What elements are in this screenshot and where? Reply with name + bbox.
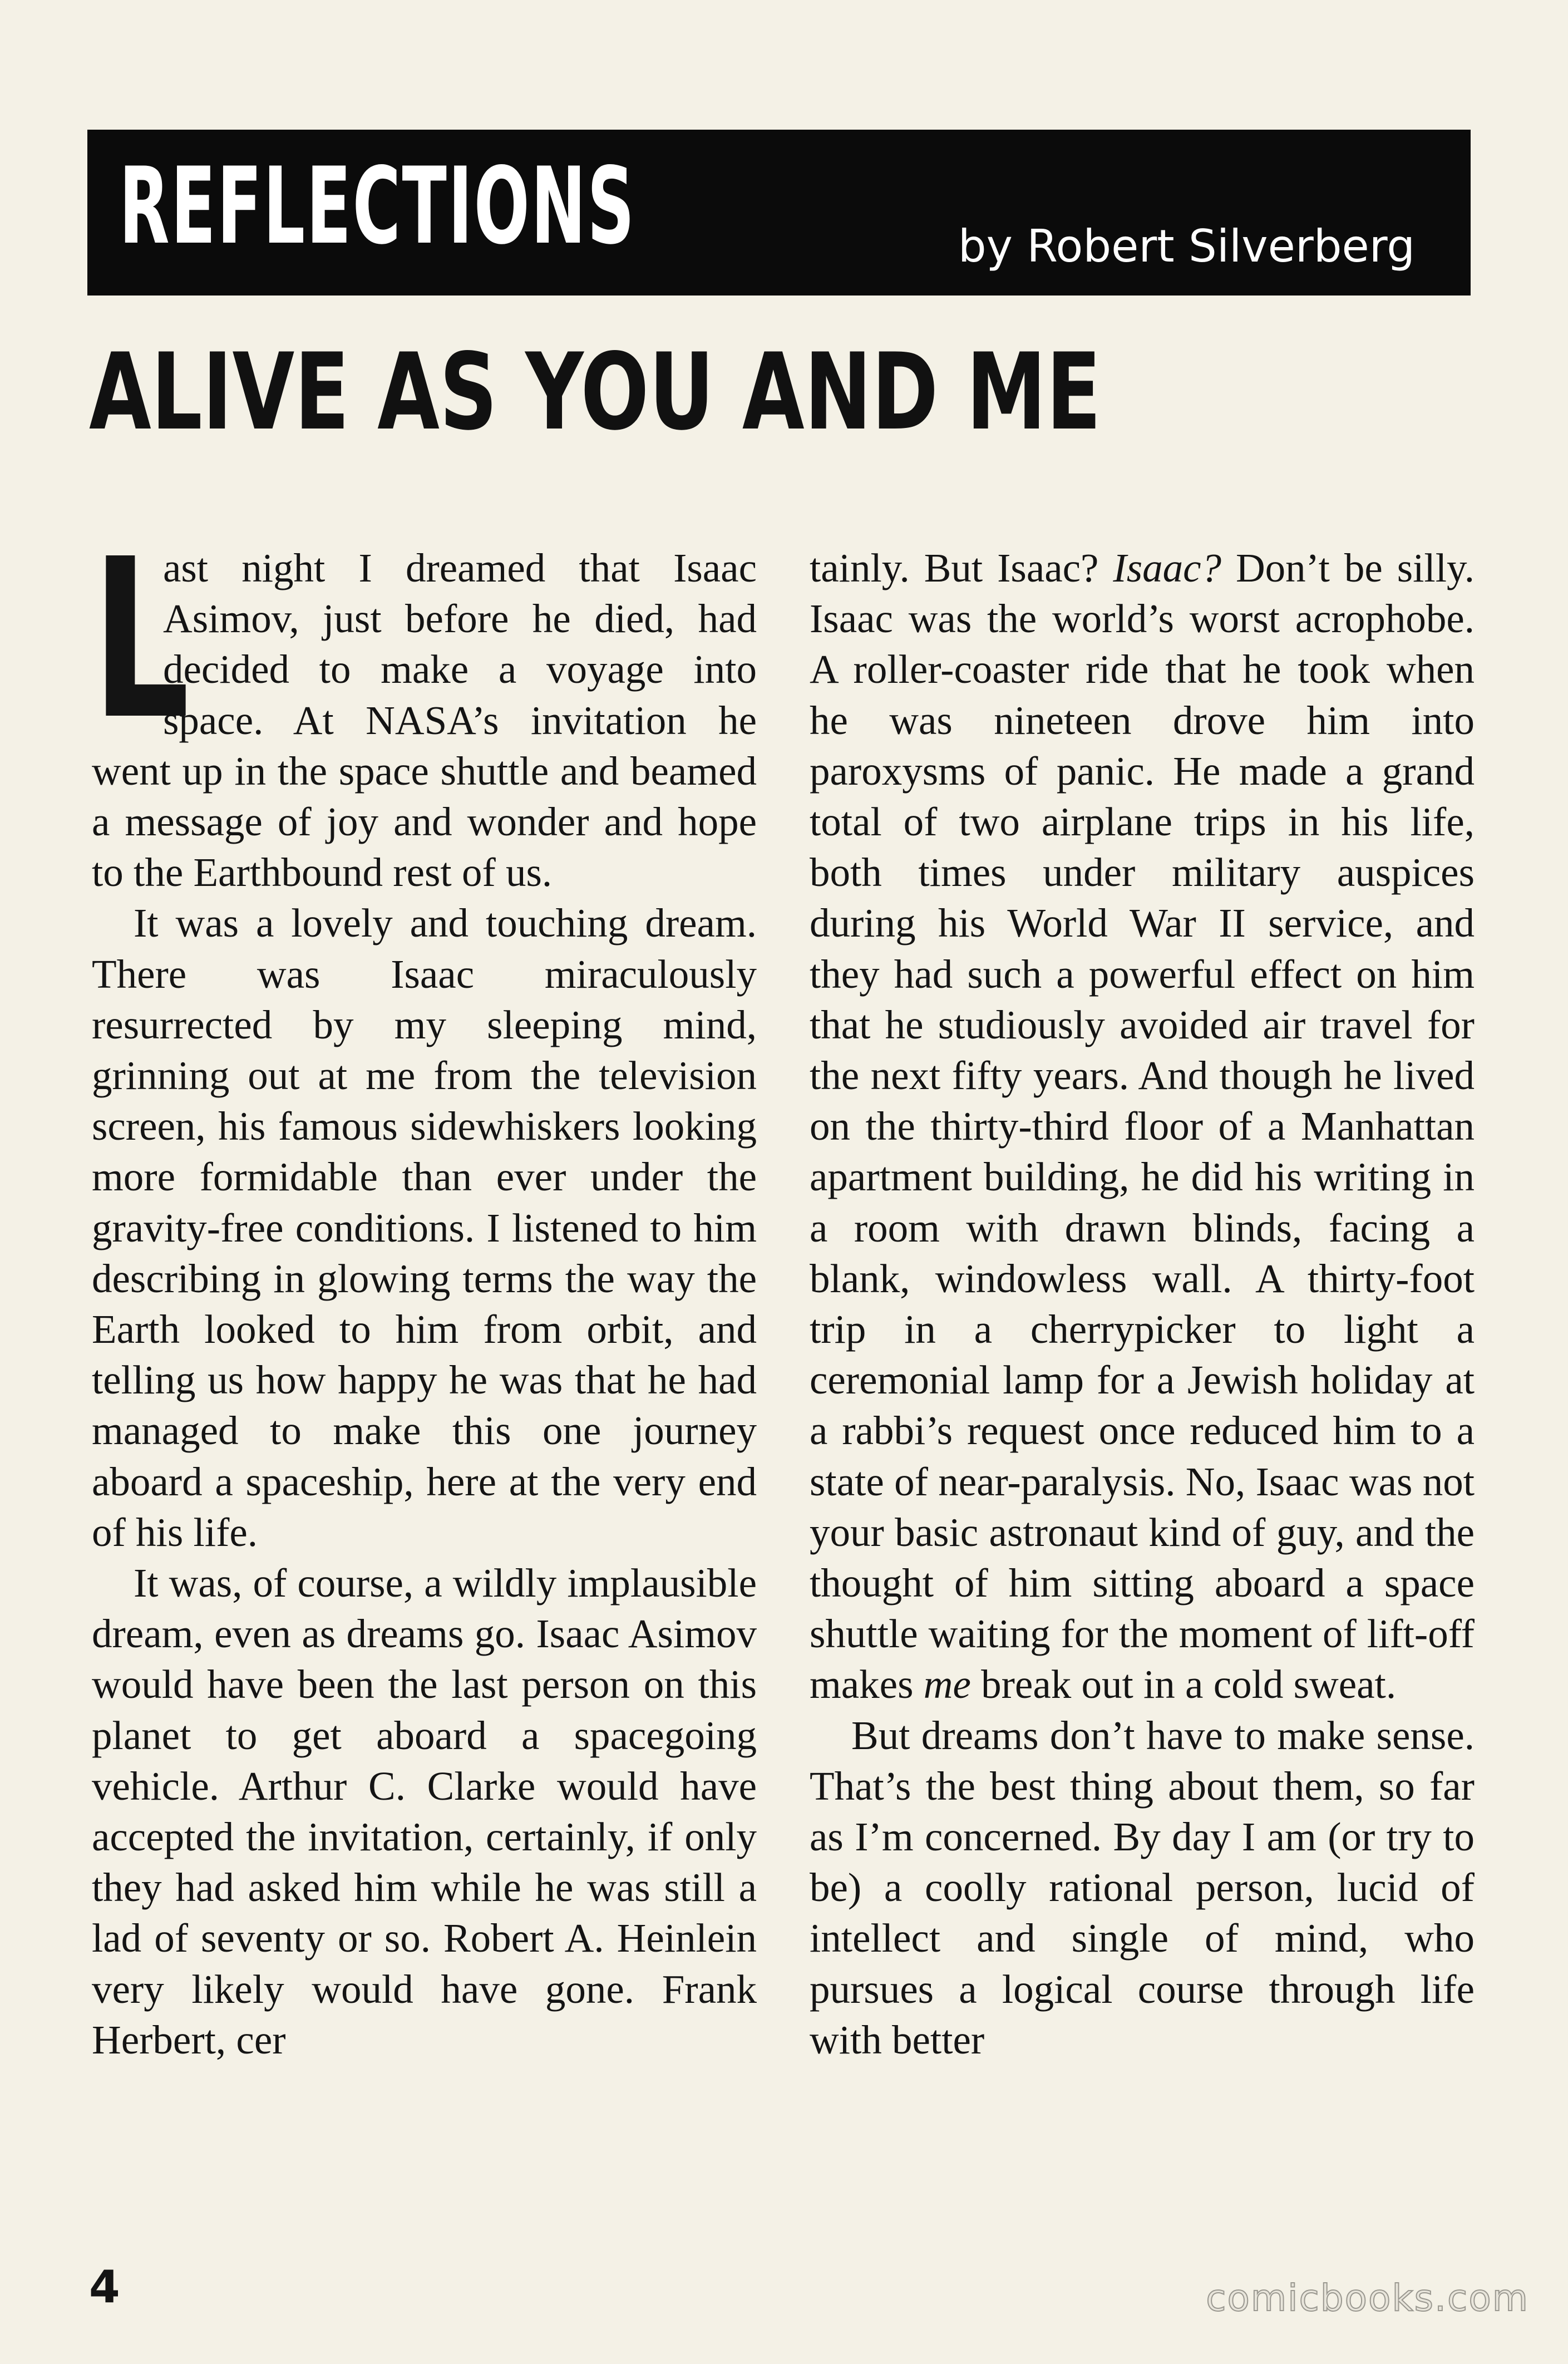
left-text-column (92, 512, 757, 2065)
emphasis-isaac: Isaac? (1113, 545, 1222, 590)
right-text-column (810, 543, 1475, 2065)
article-title: ALIVE AS YOU AND ME (89, 331, 1101, 454)
column-header-bar (87, 130, 1471, 296)
paragraph-4: But dreams don’t have to make sense. That’s the best thing about them, so far as I’m concerned. By day I am (or try to be) a coolly rational person, lucid of intellect and single of mind, who pursues a logical course through life with better (810, 1712, 1475, 2062)
text-run: break out in a cold sweat. (970, 1662, 1397, 1707)
text-run: tainly. But Isaac? (810, 545, 1113, 590)
emphasis-me: me (923, 1662, 971, 1707)
paragraph-1-text: ast night I dreamed that Isaac Asimov, just before he died, had decided to make a voyage into space. At NASA’s invitation he went up in the space shuttle and beamed a message of joy and wonder and hope to the Earthbound rest of us. (92, 545, 757, 895)
watermark: comicbooks.com (1206, 2277, 1529, 2319)
paragraph-2: It was a lovely and touching dream. There was Isaac miraculously resurrected by my sleeping mind, grinning out at me from the television screen, his famous sidewhiskers looking more formidable than ever under the gravity-free conditions. I listened to him describing in glowing terms the way the Earth looked to him from orbit, and telling us how happy he was that he had managed to make this one journey aboard a spaceship, here at the very end of his life. (92, 900, 757, 1555)
column-title: REFLECTIONS (119, 145, 636, 268)
paragraph-3: It was, of course, a wildly implausible dream, even as dreams go. Isaac Asimov would have been the last person on this planet to get aboard a spacegoing vehicle. Arthur C. Clarke would have accepted the invitation, certainly, if only they had asked him while he was still a lad of seventy or so. Robert A. Heinlein very likely would have gone. Frank Herbert, cer (92, 1560, 757, 2062)
text-run: Don’t be silly. Isaac was the world’s worst acrophobe. A roller-coaster ride that he took when he was nineteen drove him into paroxysms of panic. He made a grand total of two airplane trips in his life, both times under military auspices during his World War II service, and they had such a powerful effect on him that he studiously avoided air travel for the next fifty years. And though he lived on the thirty-third floor of a Manhattan apartment building, he did his writing in a room with drawn blinds, facing a blank, windowless wall. A thirty-foot trip in a cherrypicker to light a ceremonial lamp for a Jewish holiday at a rabbi’s request once reduced him to a state of near-paralysis. No, Isaac was not your basic astronaut kind of guy, and the thought of him sitting aboard a space shuttle waiting for the moment of lift-off makes (810, 545, 1475, 1707)
paragraph-1 (92, 512, 757, 898)
drop-cap: L (92, 512, 190, 768)
paragraph-3-continued (810, 543, 1475, 1710)
page-number: 4 (89, 2261, 120, 2313)
byline: by Robert Silverberg (958, 220, 1415, 272)
